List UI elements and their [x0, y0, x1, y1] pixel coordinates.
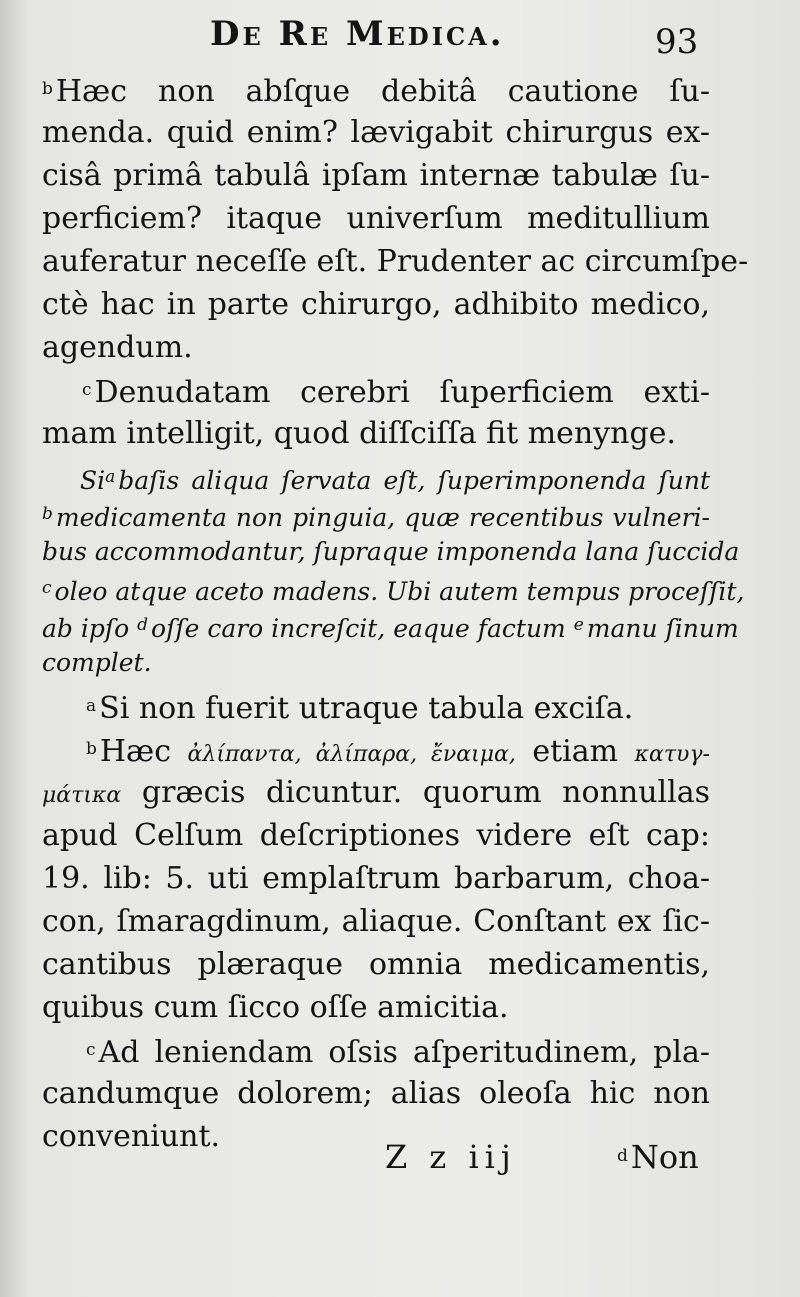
page-number: 93 — [655, 22, 699, 62]
text-line: μάτικα græcis dicuntur. quorum nonnullas — [42, 775, 711, 810]
greek-term: μάτικα — [42, 783, 122, 808]
text-line: $^c$ Denudatam cerebri ſuperficiem exti- — [82, 375, 710, 410]
footnote-marker: b — [42, 79, 53, 99]
main-text-line: bus accommodantur, ſupraque imponenda lana ſuccida — [42, 537, 740, 566]
text-line: cisâ primâ tabulâ ipſam internæ tabulæ ſu- — [42, 158, 710, 193]
footnote-marker: c — [82, 380, 92, 400]
text-line: menda. quid enim? lævigabit chirurgus ex- — [42, 115, 710, 150]
main-text-line: $^b$ medicamenta non pinguia, quæ recentibus vulneri- — [42, 503, 710, 532]
text-line: $^c$ Ad leniendam oſsis aſperitudinem, pla- — [86, 1035, 710, 1070]
text-line: ctè hac in parte chirurgo, adhibito medico, — [42, 287, 710, 322]
text-line: perficiem? itaque univerſum meditullium — [42, 201, 710, 236]
text-line: agendum. — [42, 330, 193, 365]
footnote-marker: a — [105, 467, 116, 487]
main-text-line: complet. — [42, 648, 152, 677]
catchword: $^d$Non — [617, 1138, 699, 1176]
footnote-marker: a — [86, 696, 97, 716]
footnote-marker: d — [617, 1146, 628, 1166]
greek-term: κατυγ- — [634, 742, 710, 767]
footnote-marker: b — [42, 504, 53, 524]
footnote-marker: c — [42, 578, 52, 598]
main-text-line: $^c$ oleo atque aceto madens. Ubi autem tempus proceſſit, — [42, 577, 745, 606]
running-title: De Re Medica. — [210, 14, 505, 54]
page-header — [0, 14, 800, 64]
footnote-marker: e — [573, 615, 584, 635]
footnote-marker: c — [86, 1040, 96, 1060]
greek-terms: ἀλίπαντα, ἀλίπαρα, ἔναιμα, — [187, 742, 516, 767]
text-line: cantibus plæraque omnia medicamentis, — [42, 947, 710, 982]
signature-mark: Z z iij — [385, 1138, 517, 1176]
text-line: $^b$ Hæc ἀλίπαντα, ἀλίπαρα, ἔναιμα, etiam κατυγ- — [86, 734, 710, 769]
text-line: auferatur neceſſe eſt. Prudenter ac circumſpe- — [42, 244, 749, 279]
text-line: con, ſmaragdinum, aliaque. Conſtant ex ſic- — [42, 904, 710, 939]
text-line: conveniunt. — [42, 1119, 221, 1154]
text-line: $^a$ Si non fuerit utraque tabula exciſa. — [86, 691, 634, 726]
main-text-line: Si$^a$ baſis aliqua ſervata eſt, ſuperimponenda ſunt — [80, 466, 710, 495]
text-line: apud Celſum deſcriptiones videre eſt cap: — [42, 818, 710, 853]
page-body — [42, 68, 749, 1158]
footnote-marker: b — [86, 739, 97, 759]
text-line: quibus cum ſicco oſſe amicitia. — [42, 990, 509, 1025]
page-footer — [0, 1138, 800, 1188]
main-text-line: ab ipſo $^d$ oſſe caro increſcit, eaque factum $^e$ manu ſinum — [42, 614, 739, 643]
text-line: candumque dolorem; alias oleoſa hic non — [42, 1076, 710, 1111]
footnote-marker: d — [137, 615, 149, 635]
text-line: mam intelligit, quod diſſciſſa fit menynge. — [42, 416, 676, 451]
text-line: 19. lib: 5. uti emplaſtrum barbarum, choa- — [42, 861, 710, 896]
text-line: $^b$ Hæc non abſque debitâ cautione ſu- — [42, 74, 710, 109]
